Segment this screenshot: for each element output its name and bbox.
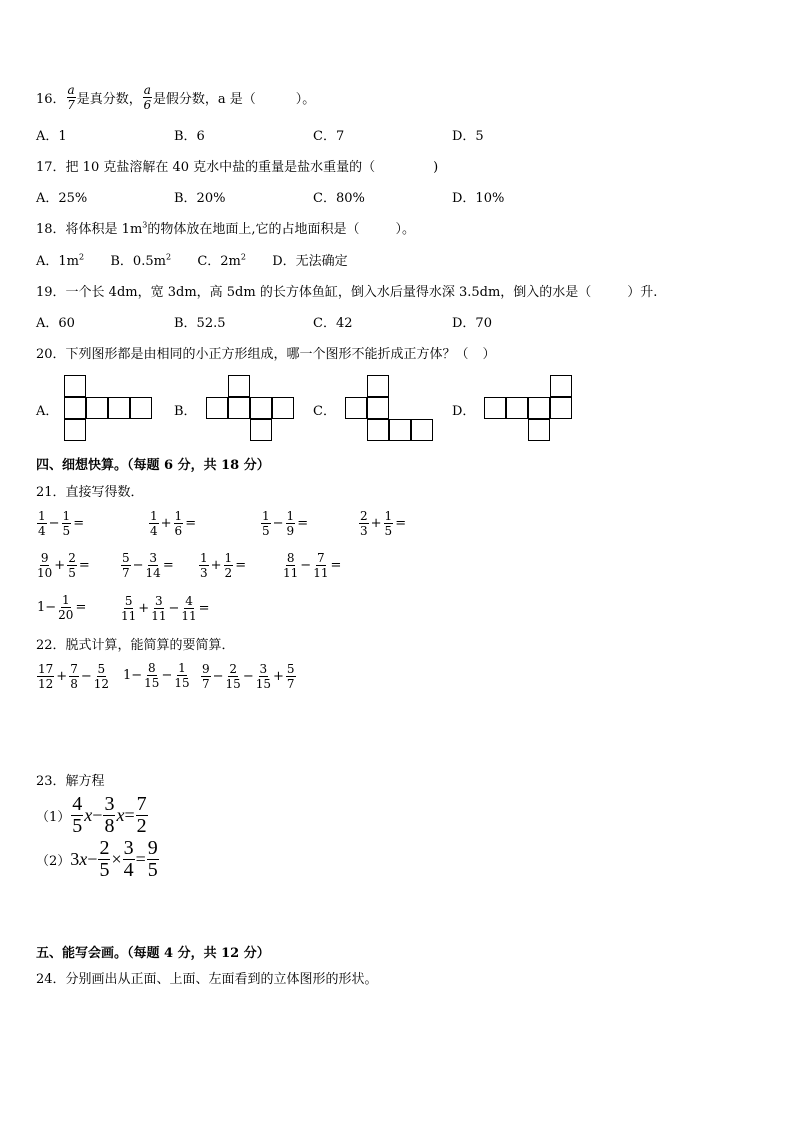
q23-title: 23．解方程 — [36, 774, 105, 789]
q20-label-d: D． — [452, 404, 476, 419]
q18-option-a: A．$1m^2$ — [36, 252, 85, 269]
q21-expr: $\frac{2}{3}$ + $\frac{1}{5}$ = — [360, 509, 407, 538]
q19-text: 19．一个长 4dm，宽 3dm，高 5dm 的长方体鱼缸，倒入水后量得水深 3.5dm，倒入的水是（ ）升. — [36, 285, 658, 300]
q16-option-b: B．6 — [174, 129, 205, 144]
q21-title: 21．直接写得数． — [36, 485, 144, 500]
q24-text: 24．分别画出从正面、上面、左面看到的立体图形的形状。 — [36, 972, 378, 987]
q21-expr: $\frac{9}{10}$ + $\frac{2}{5}$ = — [37, 551, 90, 580]
q20-label-a: A． — [36, 404, 59, 419]
q17-option-b: B．20% — [174, 191, 226, 206]
q22-title: 22．脱式计算，能简算的要简算． — [36, 638, 235, 653]
q21-expr: $\frac{8}{11}$ − $\frac{7}{11}$ = — [283, 551, 342, 580]
section-4-heading: 四、细想快算。（每题 6 分，共 18 分） — [36, 458, 270, 473]
q17-text: 17．把 10 克盐溶解在 40 克水中盐的重量是盐水重量的（ ) — [36, 160, 439, 175]
q17-option-d: D．10% — [452, 191, 505, 206]
q21-expr: 1− $\frac{1}{20}$ = — [37, 593, 87, 622]
q22-expr: 1− $\frac{8}{15}$ − $\frac{1}{15}$ — [123, 661, 190, 690]
q21-expr: $\frac{5}{7}$ − $\frac{3}{14}$ = — [122, 551, 174, 580]
q16-option-a: A．1 — [36, 129, 67, 144]
q17-option-c: C．80% — [313, 191, 365, 206]
q21-expr: $\frac{5}{11}$ + $\frac{3}{11}$ − $\frac{4}{11}$ = — [121, 594, 210, 623]
q23-equation-1: （1） $\frac{4}{5}$ x − $\frac{3}{8}$ x = $\frac{7}{2}$ — [36, 793, 147, 837]
q19-option-c: C．42 — [313, 316, 353, 331]
q22-expr: $\frac{17}{12}$ + $\frac{7}{8}$ − $\frac{5}{12}$ — [38, 662, 110, 691]
fraction: $\frac{a}{7}$ — [67, 83, 75, 112]
section-5-heading: 五、能写会画。（每题 4 分，共 12 分） — [36, 946, 270, 961]
q20-label-c: C． — [313, 404, 336, 419]
q18-options — [36, 250, 348, 269]
q17-option-a: A．25% — [36, 191, 88, 206]
q21-expr: $\frac{1}{5}$ − $\frac{1}{9}$ = — [262, 509, 309, 538]
q16-option-d: D．5 — [452, 129, 484, 144]
q22-expr: $\frac{9}{7}$ − $\frac{2}{15}$ − $\frac{3}{15}$ + $\frac{5}{7}$ — [202, 662, 295, 691]
q21-expr: $\frac{1}{4}$ − $\frac{1}{5}$ = — [38, 509, 85, 538]
q20-label-b: B． — [174, 404, 197, 419]
q23-equation-2: （2） 3 x − $\frac{2}{5}$ × $\frac{3}{4}$ = $\frac{9}{5}$ — [36, 837, 158, 881]
q19-option-d: D．70 — [452, 316, 492, 331]
q16-option-c: C．7 — [313, 129, 345, 144]
q21-expr: $\frac{1}{4}$ + $\frac{1}{6}$ = — [150, 509, 197, 538]
q19-option-b: B．52.5 — [174, 316, 226, 331]
q21-expr: $\frac{1}{3}$ + $\frac{1}{2}$ = — [200, 551, 247, 580]
q18-option-d: D．无法确定 — [272, 254, 348, 269]
q18-text: 18．将体积是 $1m^3$的物体放在地面上,它的占地面积是（ ）。 — [36, 220, 416, 237]
q19-option-a: A．60 — [36, 316, 75, 331]
q16-line: 16． $\frac{a}{7}$ 是真分数， $\frac{a}{6}$ 是假分数，a 是（ ）。 — [36, 83, 316, 112]
q16-number: 16． — [36, 92, 66, 107]
q20-text: 20．下列图形都是由相同的小正方形组成，哪一个图形不能折成正方体？（ ） — [36, 347, 496, 362]
fraction: $\frac{a}{6}$ — [143, 83, 152, 112]
q18-option-b: B．$0.5m^2$ — [110, 252, 172, 269]
q18-option-c: C．$2m^2$ — [197, 252, 246, 269]
